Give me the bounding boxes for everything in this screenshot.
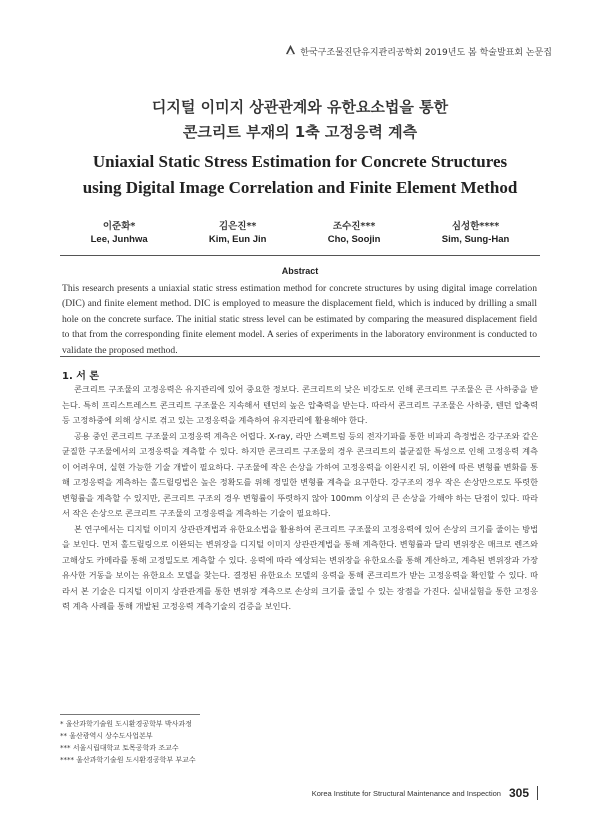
title-english-line1: Uniaxial Static Stress Estimation for Concrete Structures <box>92 152 508 171</box>
author-name-ko: 이준화* <box>102 221 136 232</box>
footnote: **** 울산과학기술원 도시환경공학부 부교수 <box>60 756 196 764</box>
author-name-ko: 김은진** <box>218 221 257 232</box>
body-text <box>62 382 538 615</box>
section-heading: 1. 서 론 <box>62 371 100 382</box>
footer-institute: Korea Institute for Structural Maintenance and Inspection <box>311 788 501 798</box>
footnote: ** 울산광역시 상수도사업본부 <box>60 732 153 740</box>
running-header <box>285 44 552 58</box>
author <box>209 220 267 246</box>
author-name-en: Sim, Sung-Han <box>441 234 510 245</box>
author-name-en: Kim, Eun Jin <box>208 234 267 245</box>
journal-name: 한국구조물진단유지관리공학회 2019년도 봄 학술발표회 논문집 <box>300 47 552 58</box>
author-name-ko: 심성한**** <box>451 221 500 232</box>
page-footer <box>312 786 538 800</box>
paragraph: 본 연구에서는 디지털 이미지 상관관계법과 유한요소법을 활용하여 콘크리트 구조물의 고정응력에 있어 손상의 크기를 줄이는 방법을 보인다. 먼저 홀드릴링으로 이완되는 변위장을 디지털 이미지 상관관계법을 통해 계측한다. 변형률과 달리 변위장은 매크로 렌즈와 고해상도 카메라를 통해 고정밀도로 계측할 수 있다. 응력에 따라 예상되는 변위장을 유한요소를 통해 계산하고, 계측된 변위장과 가장 유사한 거동을 보이는 유한요소 모델을 찾는다. 결정된 유한요소 모델의 응력을 통해 콘크리트가 받는 고정응력을 확인할 수 있다. 따라서 본 기술은 디지털 이미지 상관관계를 통한 변위장 계측으로 손상의 크기를 줄일 수 있는 장점을 가진다. 실내실험을 통한 고정응력 계측 사례를 통해 개발된 고정응력 계측기술의 검증을 보인다. <box>62 523 538 611</box>
author <box>328 220 381 246</box>
author-name-en: Cho, Soojin <box>327 234 381 245</box>
abstract-heading: Abstract <box>281 266 319 276</box>
paragraph: 콘크리트 구조물의 고정응력은 유지관리에 있어 중요한 정보다. 콘크리트의 낮은 비강도로 인해 콘크리트 구조물은 큰 사하중을 받는다. 특히 프리스트레스트 콘크리트 구조물은 지속해서 텐던의 높은 압축력을 받는다. 따라서 콘크리트 구조물은 사하중, 텐던 압축력 등 고정하중에 의해 상시로 겪고 있는 고정응력을 계측하여 유지관리에 활용해야 한다. <box>62 384 538 425</box>
author-name-ko: 조수진*** <box>332 221 376 232</box>
author-name-en: Lee, Junhwa <box>90 234 148 245</box>
abstract-bottom-rule <box>60 356 540 357</box>
abstract-top-rule <box>60 255 540 256</box>
author-list <box>60 220 540 246</box>
abstract-text: This research presents a uniaxial static stress estimation method for concrete structures by using digital image correlation (DIC) and finite element method. DIC is employed to measure the displacement field, which is induced by drilling a small hole on the concrete surface. The initial static stress level can be estimated by comparing the measured displacement field to that from the corresponding finite element model. A series of experiments in the laboratory environment is conducted to validate the proposed method. <box>62 283 537 356</box>
title-korean-line2: 콘크리트 부재의 1축 고정응력 계측 <box>182 123 418 141</box>
title-korean-line1: 디지털 이미지 상관관계와 유한요소법을 통한 <box>151 98 449 116</box>
footnote: * 울산과학기술원 도시환경공학부 박사과정 <box>60 720 192 728</box>
footer-divider <box>537 786 538 800</box>
footnotes <box>60 718 196 766</box>
title-english-line2: using Digital Image Correlation and Finite Element Method <box>82 178 518 197</box>
paragraph: 공용 중인 콘크리트 구조물의 고정응력 계측은 어렵다. X-ray, 라만 스펙트럼 등의 전자기파를 통한 비파괴 측정법은 강구조와 같은 균질한 구조물에서의 고정응력을 계측할 수 있다. 하지만 콘크리트 구조물의 경우 콘크리트의 불균질한 특성으로 인해 고정응력 계측이 어려우며, 실현 가능한 기술 개발이 필요하다. 구조물에 작은 손상을 가하여 고정응력을 이완시킨 뒤, 이완에 따른 변형률 변화를 통해 고정응력을 계측하는 홀드릴링법은 높은 정확도를 위해 정밀한 변형률 계측을 요구한다. 강구조의 경우 작은 손상만으로도 뚜렷한 변형률을 계측할 수 있지만, 콘크리트 구조의 경우 변형률이 뚜렷하지 않아 100mm 이상의 큰 손상을 가해야 하는 단점이 있다. 따라서 작은 손상으로 콘크리트 구조물의 고정응력을 계측하는 기술이 필요하다. <box>62 430 538 518</box>
footnote: *** 서울시립대학교 토목공학과 조교수 <box>60 744 179 752</box>
author <box>91 220 148 246</box>
author <box>442 220 510 246</box>
page-mark-icon <box>285 44 296 58</box>
page-number: 305 <box>508 786 529 800</box>
footnote-rule <box>60 714 200 715</box>
